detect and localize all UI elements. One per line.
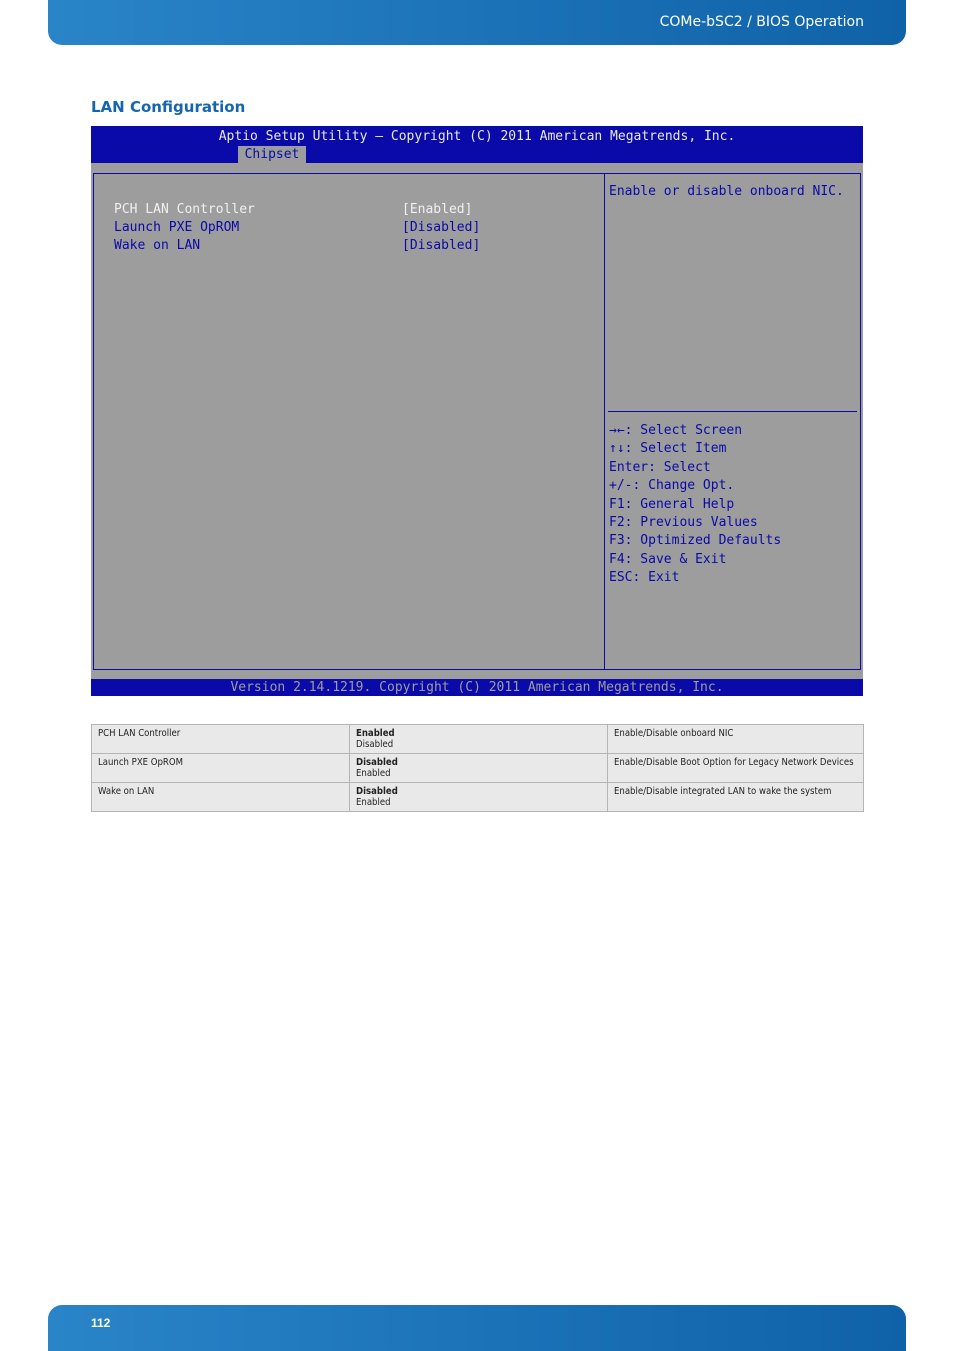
table-row xyxy=(92,754,864,783)
bios-help-panel xyxy=(604,173,861,670)
key-previous-values: F2: Previous Values xyxy=(609,514,758,530)
table-row xyxy=(92,725,864,754)
option-alternative: Enabled xyxy=(356,797,391,808)
help-divider xyxy=(608,411,857,412)
section-title: LAN Configuration xyxy=(91,98,246,116)
key-optimized-defaults: F3: Optimized Defaults xyxy=(609,533,782,549)
setting-pch-lan-controller-value[interactable]: [Enabled] xyxy=(402,202,473,217)
bios-version: Version 2.14.1219. Copyright (C) 2011 American Megatrends, Inc. xyxy=(230,680,724,695)
bios-screenshot xyxy=(91,126,863,696)
key-select-item: ↑↓: Select Item xyxy=(609,441,727,457)
feature-cell: Wake on LAN xyxy=(92,783,350,812)
table-row xyxy=(92,783,864,812)
description-cell: Enable/Disable onboard NIC xyxy=(608,725,864,754)
setting-wake-on-lan[interactable]: Wake on LAN xyxy=(114,238,201,253)
tab-chipset[interactable]: Chipset xyxy=(238,146,306,163)
description-cell: Enable/Disable Boot Option for Legacy Network Devices xyxy=(608,754,864,783)
setting-wake-on-lan-value[interactable]: [Disabled] xyxy=(402,238,481,253)
page-header xyxy=(48,0,906,45)
key-enter-select: Enter: Select xyxy=(609,459,711,475)
feature-cell: PCH LAN Controller xyxy=(92,725,350,754)
setting-launch-pxe-oprom-value[interactable]: [Disabled] xyxy=(402,220,481,235)
setting-launch-pxe-oprom[interactable]: Launch PXE OpROM xyxy=(114,220,240,235)
options-cell xyxy=(350,725,608,754)
option-default: Disabled xyxy=(356,757,398,768)
page-footer xyxy=(48,1305,906,1351)
key-select-screen: →←: Select Screen xyxy=(609,423,743,438)
key-change-opt: +/-: Change Opt. xyxy=(609,478,735,494)
page-number: 112 xyxy=(91,1316,111,1330)
option-alternative: Disabled xyxy=(356,739,394,750)
option-alternative: Enabled xyxy=(356,768,391,779)
options-cell xyxy=(350,754,608,783)
description-cell: Enable/Disable integrated LAN to wake the system xyxy=(608,783,864,812)
help-text: Enable or disable onboard NIC. xyxy=(609,184,844,199)
options-table xyxy=(91,724,864,812)
setting-pch-lan-controller[interactable]: PCH LAN Controller xyxy=(114,202,255,217)
bios-title-bar xyxy=(91,126,863,163)
header-title: COMe-bSC2 / BIOS Operation xyxy=(659,14,864,30)
bios-version-bar xyxy=(91,679,863,696)
key-legend xyxy=(609,422,781,588)
options-cell xyxy=(350,783,608,812)
option-default: Enabled xyxy=(356,728,395,739)
key-esc-exit: ESC: Exit xyxy=(609,570,680,586)
bios-settings-panel xyxy=(93,173,605,670)
key-general-help: F1: General Help xyxy=(609,496,735,512)
key-save-exit: F4: Save & Exit xyxy=(609,551,727,567)
feature-cell: Launch PXE OpROM xyxy=(92,754,350,783)
bios-title: Aptio Setup Utility – Copyright (C) 2011 American Megatrends, Inc. xyxy=(218,129,736,144)
option-default: Disabled xyxy=(356,786,398,797)
